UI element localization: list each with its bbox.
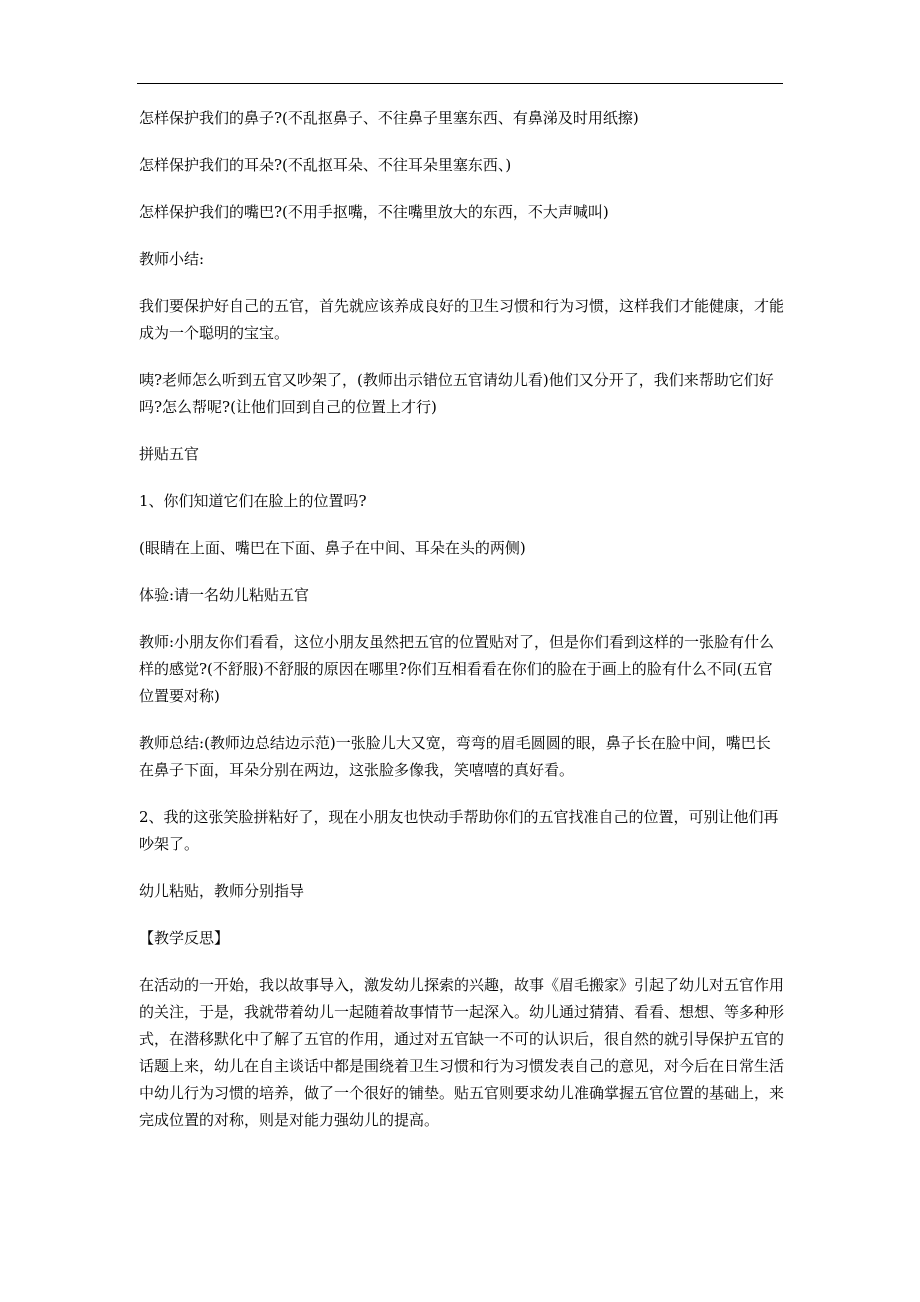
paragraph: 我们要保护好自己的五官，首先就应该养成良好的卫生习惯和行为习惯，这样我们才能健康，才能成为一个聪明的宝宝。 [139, 297, 785, 342]
paragraph: 咦?老师怎么听到五官又吵架了，(教师出示错位五官请幼儿看)他们又分开了，我们来帮助它们好吗?怎么帮呢?(让他们回到自己的位置上才行) [139, 371, 774, 416]
paragraph: 1、你们知道它们在脸上的位置吗? [139, 492, 367, 510]
paragraph: 怎样保护我们的嘴巴?(不用手抠嘴，不往嘴里放大的东西，不大声喊叫) [139, 203, 609, 221]
paragraph: (眼睛在上面、嘴巴在下面、鼻子在中间、耳朵在头的两侧) [139, 539, 526, 557]
paragraph: 教师:小朋友你们看看，这位小朋友虽然把五官的位置贴对了，但是你们看到这样的一张脸有什么样的感觉?(不舒服)不舒服的原因在哪里?你们互相看看在你们的脸在于画上的脸有什么不同(五官位置要对称) [139, 633, 775, 705]
paragraph: 怎样保护我们的耳朵?(不乱抠耳朵、不往耳朵里塞东西、) [139, 156, 512, 174]
paragraph: 怎样保护我们的鼻子?(不乱抠鼻子、不往鼻子里塞东西、有鼻涕及时用纸擦) [139, 109, 639, 127]
paragraph: 幼儿粘贴，教师分别指导 [139, 882, 305, 900]
header-rule [137, 83, 783, 84]
paragraph: 在活动的一开始，我以故事导入，激发幼儿探索的兴趣，故事《眉毛搬家》引起了幼儿对五官作用的关注，于是，我就带着幼儿一起随着故事情节一起深入。幼儿通过猜猜、看看、想想、等多种形式，在潜移默化中了解了五官的作用，通过对五官缺一不可的认识后，很自然的就引导保护五官的话题上来，幼儿在自主谈话中都是围绕着卫生习惯和行为习惯发表自己的意见，对今后在日常生活中幼儿行为习惯的培养，做了一个很好的铺垫。贴五官则要求幼儿准确掌握五官位置的基础上，来完成位置的对称，则是对能力强幼儿的提高。 [139, 976, 785, 1129]
paragraph: 2、我的这张笑脸拼粘好了，现在小朋友也快动手帮助你们的五官找准自己的位置，可别让他们再吵架了。 [139, 808, 779, 853]
paragraph: 教师总结:(教师边总结边示范)一张脸儿大又宽，弯弯的眉毛圆圆的眼，鼻子长在脸中间，嘴巴长在鼻子下面，耳朵分别在两边，这张脸多像我，笑嘻嘻的真好看。 [139, 734, 771, 779]
document-body [139, 105, 785, 1154]
paragraph: 教师小结: [139, 250, 205, 268]
section-heading: 【教学反思】 [139, 929, 230, 947]
section-heading: 拼贴五官 [139, 445, 200, 463]
paragraph: 体验:请一名幼儿粘贴五官 [139, 586, 310, 604]
